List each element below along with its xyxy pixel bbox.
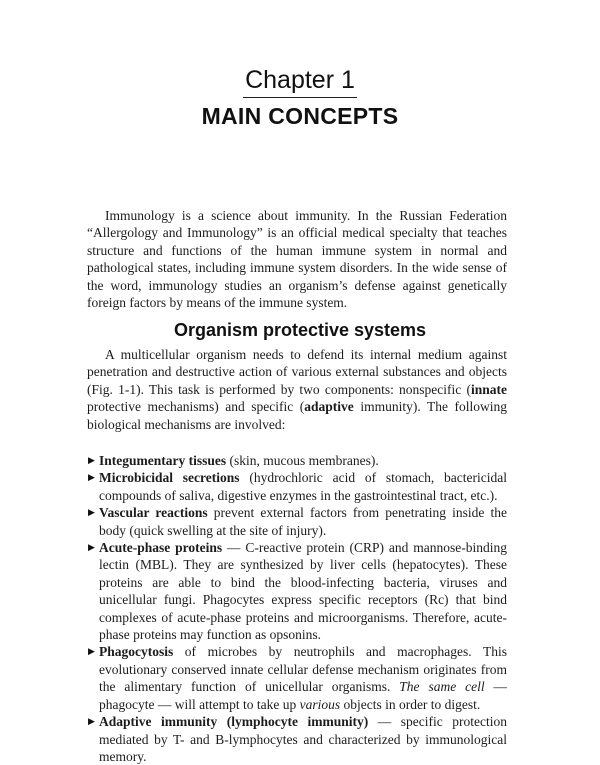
triangle-right-icon: ▶: [88, 542, 95, 553]
triangle-right-icon: ▶: [88, 472, 95, 483]
chapter-title: MAIN CONCEPTS: [201, 103, 399, 129]
triangle-right-icon: ▶: [88, 646, 95, 657]
list-item: ▶ Integumentary tissues (skin, mucous membranes).: [88, 453, 379, 468]
triangle-right-icon: ▶: [88, 716, 95, 727]
triangle-right-icon: ▶: [88, 455, 95, 465]
list-item: ▶ Adaptive immunity (lymphocyte immunity) — specific protection mediated by T- and B-lymphocytes and characterized by immunological memory.: [88, 714, 507, 764]
list-item: ▶ Phagocytosis of microbes by neutrophils and macrophages. This evolutionary conserved innate cellular defense mechanism originates from the alimentary function of unicellular organisms. The same cell — phagocyte — will attempt to take up various objects in order to digest.: [88, 644, 508, 712]
intro-paragraph: Immunology is a science about immunity. In the Russian Federation “Allergology and Immunology” is an official medical specialty that teaches structure and functions of the human immune system in normal and pathological states, including immune system disorders. In the wide sense of the word, immunology studies an organism’s defense against genetically foreign factors by means of the immune system.: [87, 208, 507, 311]
section-heading: Organism protective systems: [173, 320, 427, 340]
chapter-label: Chapter 1: [0, 64, 600, 98]
section-paragraph: A multicellular organism needs to defend its internal medium against penetration and destructive action of various external substances and objects (Fig. 1-1). This task is performed by two components: nonspecific (innate protective mechanisms) and specific (adaptive immunity). The following biological mechanisms are involved:: [87, 347, 507, 432]
triangle-right-icon: ▶: [88, 507, 95, 518]
list-item: ▶ Vascular reactions prevent external factors from penetrating inside the body (quick swelling at the site of injury).: [88, 505, 507, 538]
mechanism-list: [87, 452, 507, 765]
list-item: ▶ Microbicidal secretions (hydrochloric acid of stomach, bactericidal compounds of saliva, digestive enzymes in the gastrointestinal tract, etc.).: [88, 470, 508, 503]
list-item: ▶ Acute-phase proteins — C-reactive protein (CRP) and mannose-binding lectin (MBL). They are synthesized by liver cells (hepatocytes). These proteins are able to bind the blood-infecting bacteria, viruses and unicellular fungi. Phagocytes express specific receptors (Rc) that bind complexes of acute-phase proteins and microorganisms. Therefore, acute-phase proteins may function as opsonins.: [88, 540, 507, 643]
